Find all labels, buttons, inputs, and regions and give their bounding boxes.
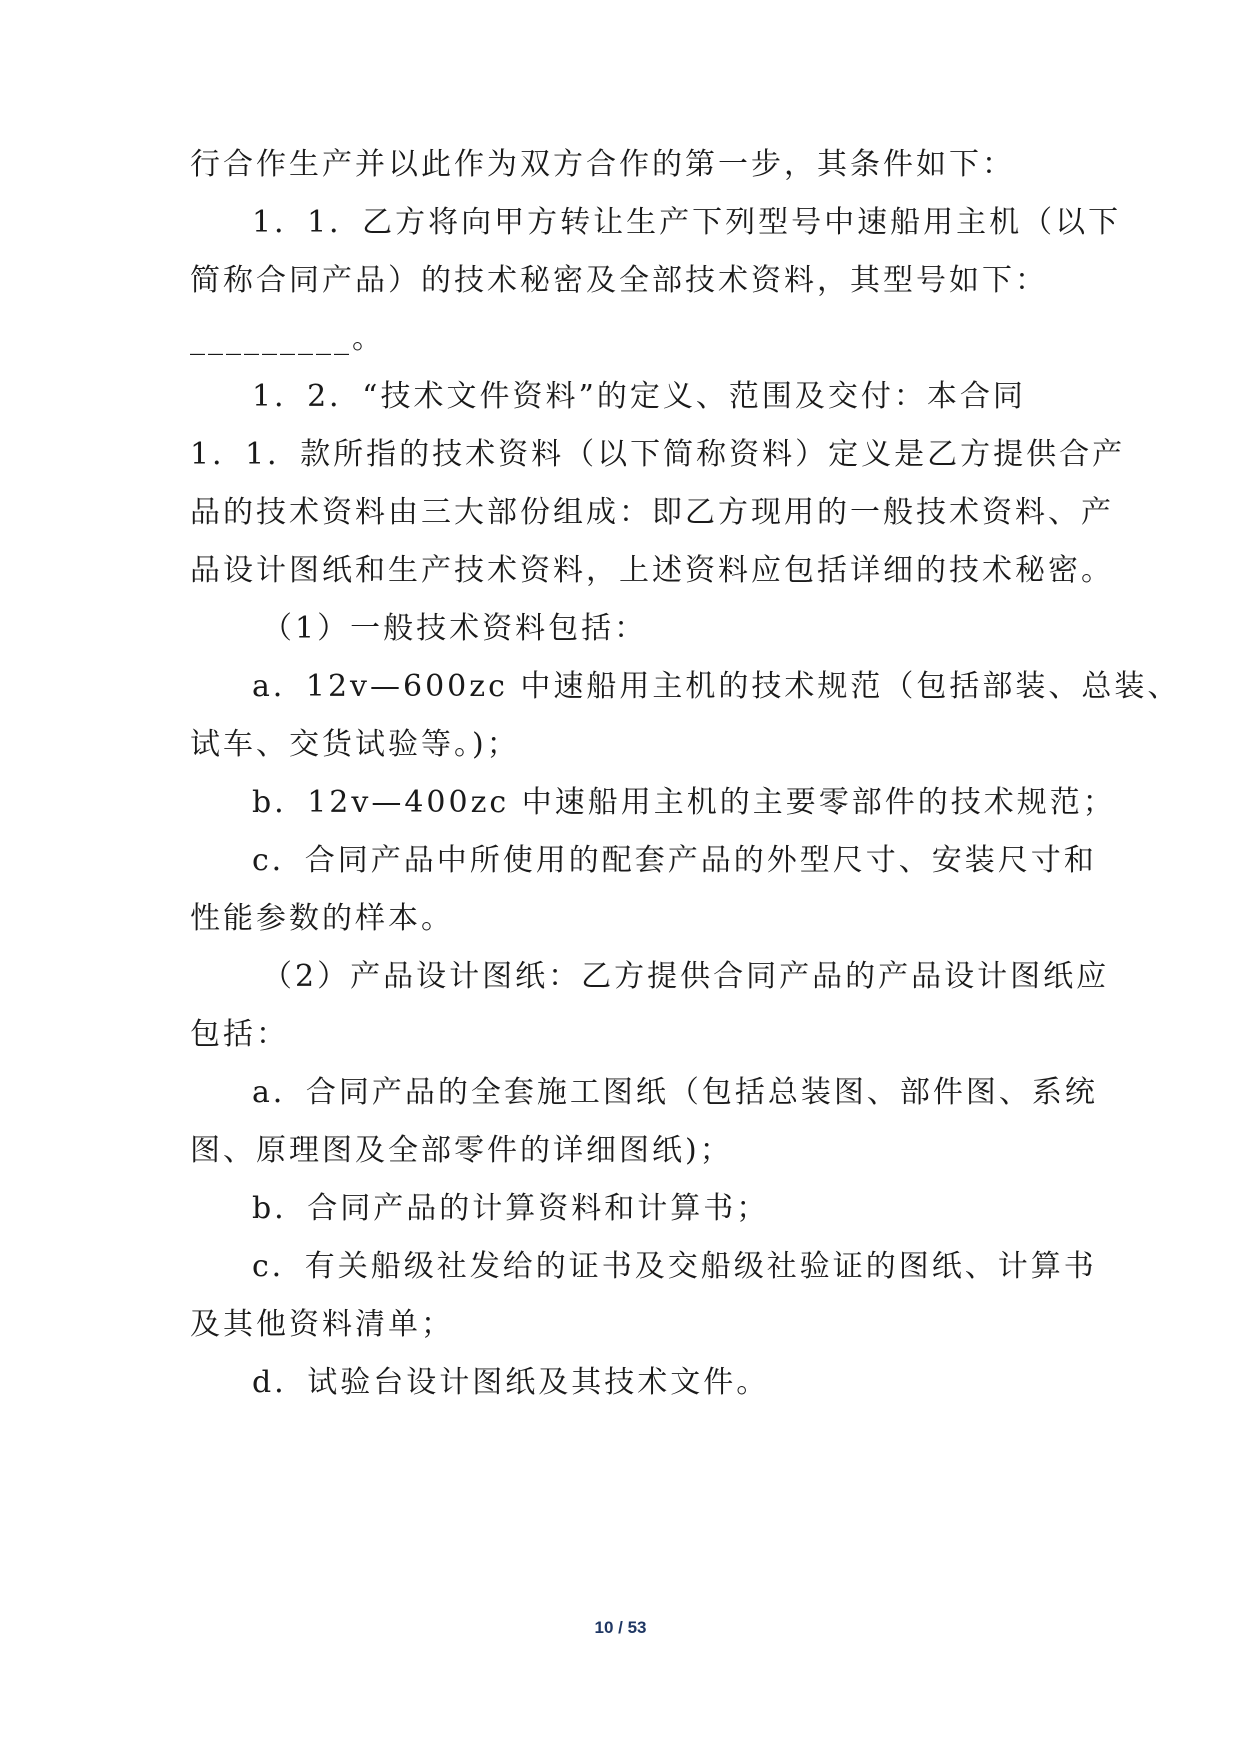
list-item-continuation: 性能参数的样本。: [190, 901, 454, 936]
list-item: c．有关船级社发给的证书及交船级社验证的图纸、计算书: [252, 1249, 1097, 1284]
section-heading: （2）产品设计图纸：乙方提供合同产品的产品设计图纸应: [262, 959, 1110, 994]
list-item: a．合同产品的全套施工图纸（包括总装图、部件图、系统: [252, 1075, 1098, 1110]
list-item: b．合同产品的计算资料和计算书；: [252, 1191, 770, 1226]
paragraph-line: 1．1．款所指的技术资料（以下简称资料）定义是乙方提供合产: [190, 437, 1126, 472]
paragraph-line: 行合作生产并以此作为双方合作的第一步，其条件如下：: [190, 147, 1015, 182]
list-item-continuation: 图、原理图及全部零件的详细图纸)；: [190, 1133, 733, 1168]
paragraph-line: 简称合同产品）的技术秘密及全部技术资料，其型号如下：: [190, 263, 1048, 298]
list-item-continuation: 及其他资料清单；: [190, 1307, 454, 1342]
list-item: b．12v—400zc 中速船用主机的主要零部件的技术规范；: [252, 785, 1116, 820]
paragraph-line: 1．1．乙方将向甲方转让生产下列型号中速船用主机（以下: [252, 205, 1122, 240]
list-item: c．合同产品中所使用的配套产品的外型尺寸、安装尺寸和: [252, 843, 1097, 878]
blank-field-line: _________。: [190, 321, 385, 356]
paragraph-line: 1．2．“技术文件资料”的定义、范围及交付：本合同: [252, 379, 1026, 414]
paragraph-line: 品设计图纸和生产技术资料，上述资料应包括详细的技术秘密。: [190, 553, 1114, 588]
paragraph-line: 包括：: [190, 1017, 289, 1052]
section-heading: （1）一般技术资料包括：: [262, 611, 648, 646]
list-item: d．试验台设计图纸及其技术文件。: [252, 1365, 770, 1400]
page-number: 10 / 53: [594, 1618, 647, 1637]
list-item-continuation: 试车、交货试验等。)；: [190, 727, 520, 762]
list-item: a．12v—600zc 中速船用主机的技术规范（包括部装、总装、: [252, 669, 1181, 704]
paragraph-line: 品的技术资料由三大部份组成：即乙方现用的一般技术资料、产: [190, 495, 1114, 530]
